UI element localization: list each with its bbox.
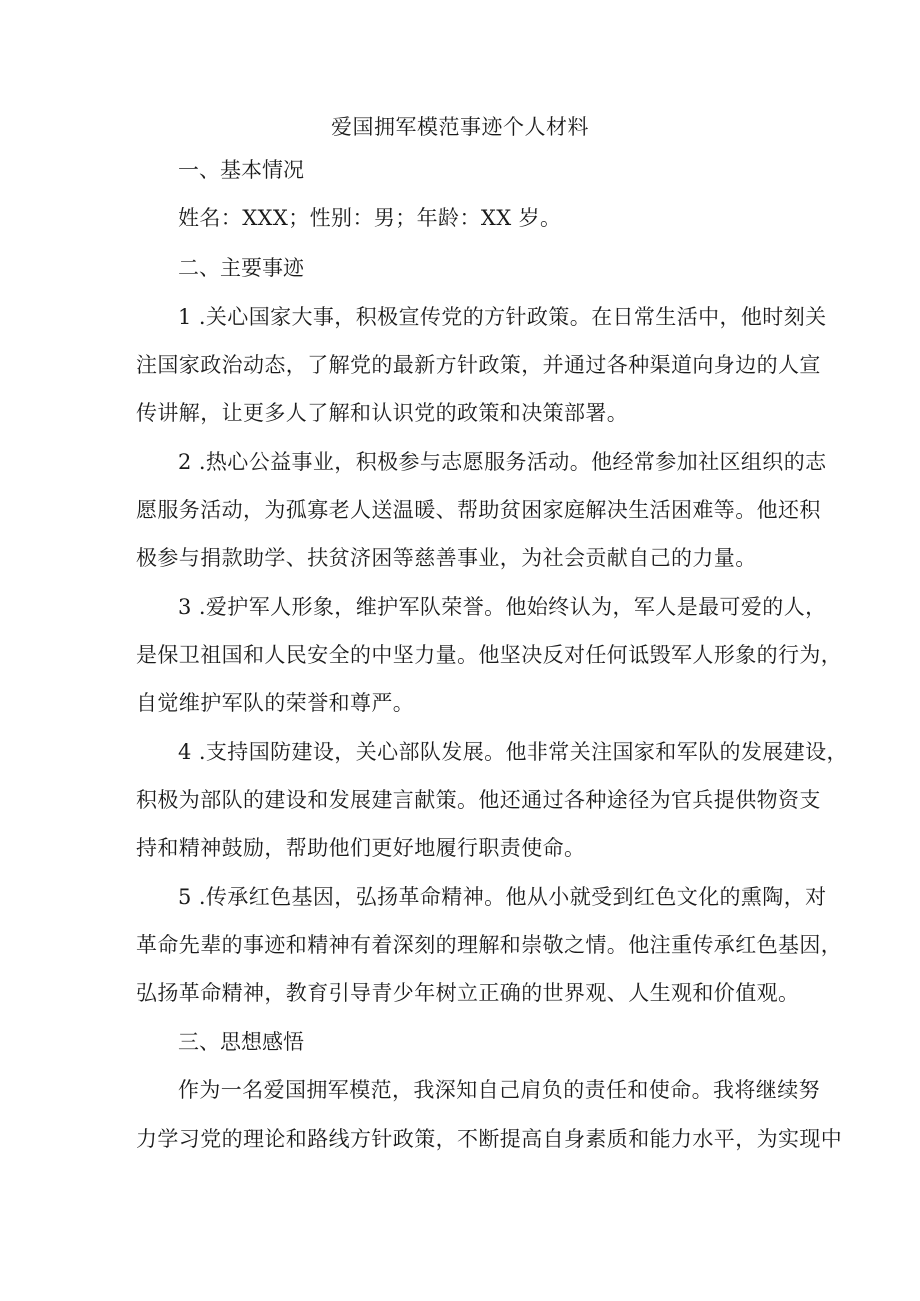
deed-3-line-1: 3 .爱护军人形象，维护军队荣誉。他始终认为，军人是最可爱的人，: [178, 595, 827, 619]
basic-info-line: 姓名：XXX；性别：男；年龄：XX 岁。: [178, 206, 562, 230]
deed-1-line-3: 传讲解，让更多人了解和认识党的政策和决策部署。: [136, 401, 629, 425]
deed-2-line-2: 愿服务活动，为孤寡老人送温暖、帮助贫困家庭解决生活困难等。他还积: [136, 498, 821, 522]
section-heading-main-deeds: 二、主要事迹: [178, 256, 304, 280]
deed-5-line-1: 5 .传承红色基因，弘扬革命精神。他从小就受到红色文化的熏陶，对: [178, 885, 827, 909]
deed-5-line-3: 弘扬革命精神，教育引导青少年树立正确的世界观、人生观和价值观。: [136, 981, 800, 1005]
document-title: 爱国拥军模范事迹个人材料: [331, 115, 589, 139]
reflection-line-1: 作为一名爱国拥军模范，我深知自己肩负的责任和使命。我将继续努: [178, 1078, 820, 1102]
deed-3-line-2: 是保卫祖国和人民安全的中坚力量。他坚决反对任何诋毁军人形象的行为，: [136, 643, 843, 667]
deed-1-line-1: 1 .关心国家大事，积极宣传党的方针政策。在日常生活中，他时刻关: [178, 305, 827, 329]
deed-5-line-2: 革命先辈的事迹和精神有着深刻的理解和崇敬之情。他注重传承红色基因，: [136, 933, 843, 957]
deed-4-line-2: 积极为部队的建设和发展建言献策。他还通过各种途径为官兵提供物资支: [136, 788, 821, 812]
deed-4-line-3: 持和精神鼓励，帮助他们更好地履行职责使命。: [136, 836, 586, 860]
section-heading-basic-info: 一、基本情况: [178, 158, 304, 182]
deed-3-line-3: 自觉维护军队的荣誉和尊严。: [136, 691, 415, 715]
deed-2-line-1: 2 .热心公益事业，积极参与志愿服务活动。他经常参加社区组织的志: [178, 450, 827, 474]
deed-2-line-3: 极参与捐款助学、扶贫济困等慈善事业，为社会贡献自己的力量。: [136, 546, 757, 570]
reflection-line-2: 力学习党的理论和路线方针政策，不断提高自身素质和能力水平，为实现中: [136, 1127, 843, 1151]
deed-4-line-1: 4 .支持国防建设，关心部队发展。他非常关注国家和军队的发展建设，: [178, 740, 848, 764]
deed-1-line-2: 注国家政治动态，了解党的最新方针政策，并通过各种渠道向身边的人宣: [136, 353, 821, 377]
section-heading-reflections: 三、思想感悟: [178, 1030, 304, 1054]
